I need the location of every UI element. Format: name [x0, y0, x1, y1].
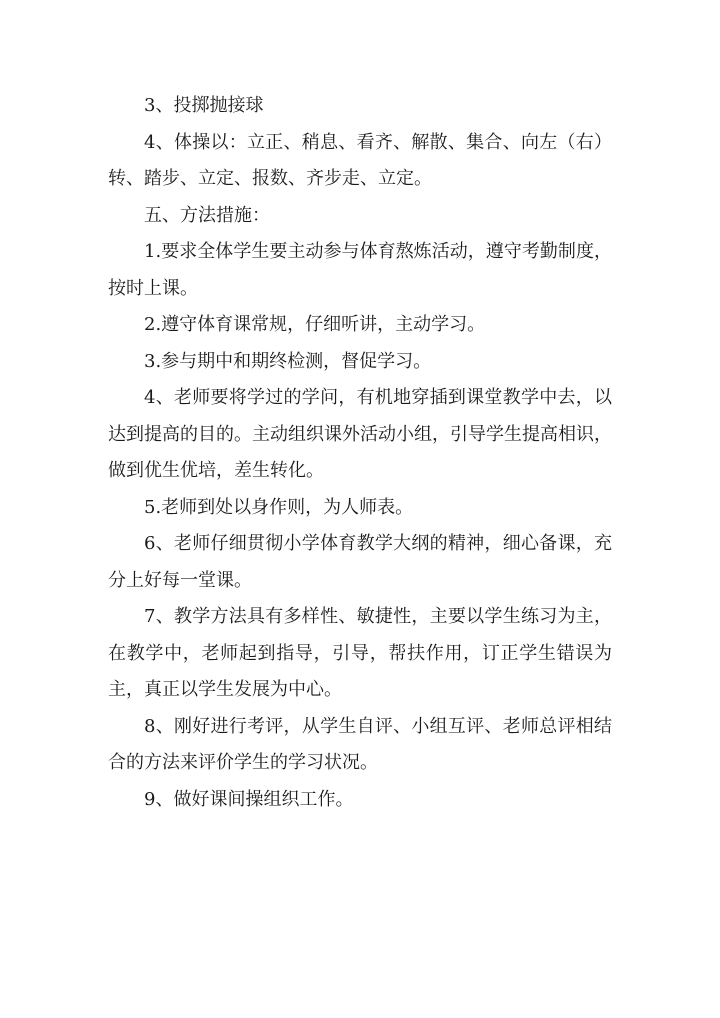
paragraph-method-6: 6、老师仔细贯彻小学体育教学大纲的精神，细心备课，充分上好每一堂课。 [108, 533, 612, 591]
paragraph-method-1: 1.要求全体学生要主动参与体育熬炼活动，遵守考勤制度，按时上课。 [108, 241, 612, 299]
paragraph-item-4: 4、体操以：立正、稍息、看齐、解散、集合、向左（右）转、踏步、立定、报数、齐步走、立定。 [108, 131, 612, 189]
paragraph-method-4: 4、老师要将学过的学问，有机地穿插到课堂教学中去，以达到提高的目的。主动组织课外活动小组，引导学生提高相识，做到优生优培，差生转化。 [108, 387, 612, 481]
paragraph-method-3: 3.参与期中和期终检测，督促学习。 [144, 350, 432, 372]
paragraph-method-2: 2.遵守体育课常规，仔细听讲，主动学习。 [144, 314, 486, 335]
paragraph-method-7: 7、教学方法具有多样性、敏捷性，主要以学生练习为主，在教学中，老师起到指导，引导，帮扶作用，订正学生错误为主，真正以学生发展为中心。 [108, 606, 612, 700]
paragraph-method-5: 5.老师到处以身作则，为人师表。 [144, 496, 414, 518]
paragraph-item-3: 3、投掷抛接球 [144, 95, 264, 116]
paragraph-method-9: 9、做好课间操组织工作。 [144, 788, 354, 810]
section-heading-methods: 五、方法措施： [144, 204, 270, 226]
document-body [108, 88, 612, 818]
paragraph-method-8: 8、刚好进行考评，从学生自评、小组互评、老师总评相结合的方法来评价学生的学习状况。 [108, 715, 612, 773]
